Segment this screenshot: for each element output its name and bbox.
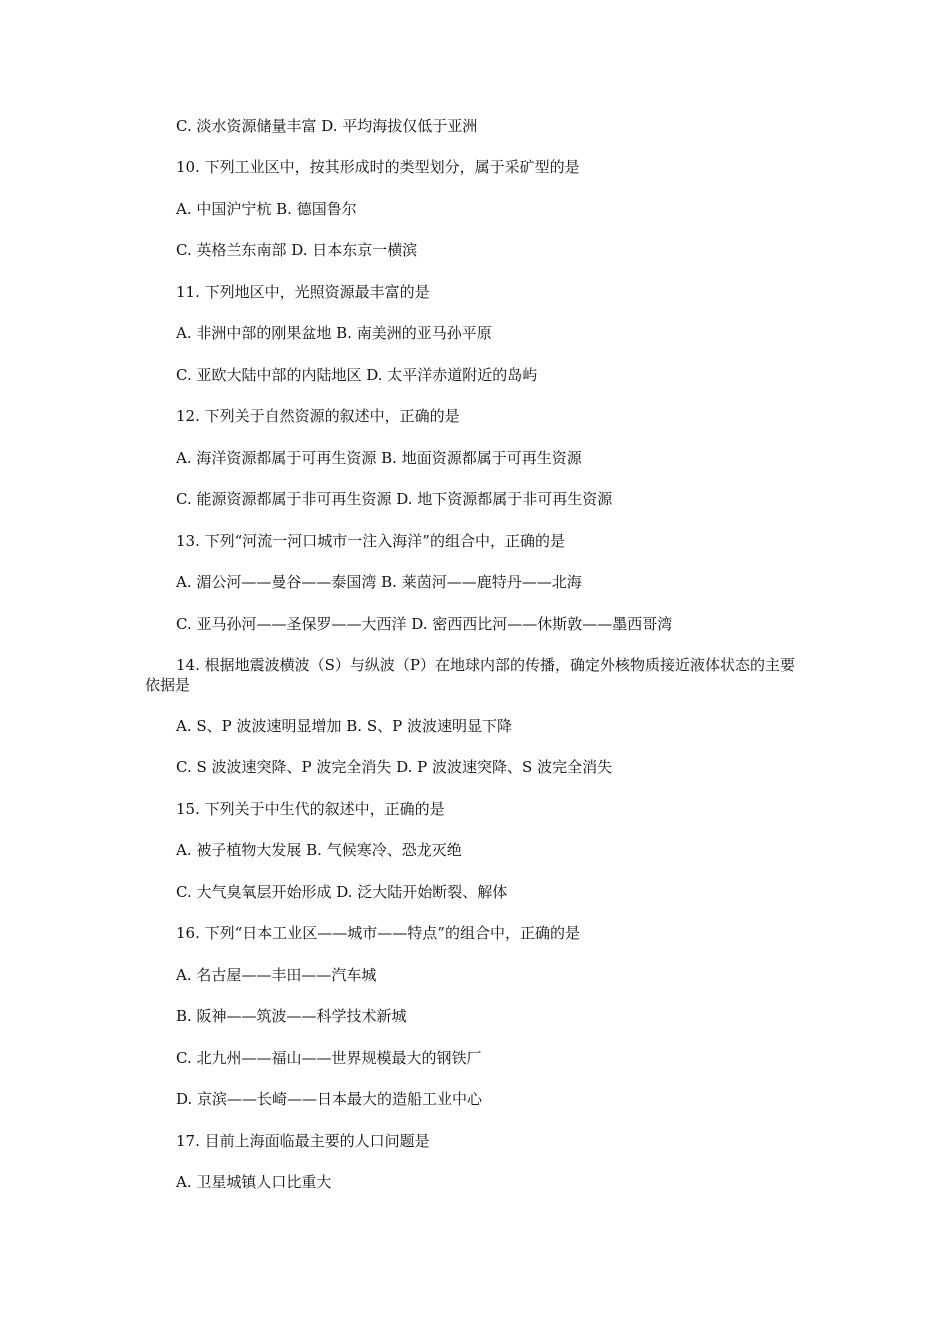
text-line: C. S 波波速突降、P 波完全消失 D. P 波波速突降、S 波完全消失: [176, 758, 613, 776]
text-line: A. 中国沪宁杭 B. 德国鲁尔: [176, 200, 357, 218]
text-line: A. 海洋资源都属于可再生资源 B. 地面资源都属于可再生资源: [176, 449, 582, 467]
question-13: 13. 下列“河流一河口城市一注入海洋”的组合中，正确的是: [176, 532, 565, 550]
text-line: C. 亚欧大陆中部的内陆地区 D. 太平洋赤道附近的岛屿: [176, 366, 538, 384]
question-12: 12. 下列关于自然资源的叙述中，正确的是: [176, 407, 460, 425]
text-line: C. 亚马孙河——圣保罗——大西洋 D. 密西西比河——休斯敦——墨西哥湾: [176, 615, 673, 633]
question-14: 14. 根据地震波横波（S）与纵波（P）在地球内部的传播，确定外核物质接近液体状态的主要依据是: [145, 656, 795, 694]
text-line: C. 北九州——福山——世界规模最大的钢铁厂: [176, 1049, 482, 1067]
text-line: A. 湄公河——曼谷——泰国湾 B. 莱茵河——鹿特丹——北海: [176, 573, 582, 591]
text-line: D. 京滨——长崎——日本最大的造船工业中心: [176, 1090, 483, 1108]
text-line: C. 英格兰东南部 D. 日本东京一横滨: [176, 241, 418, 259]
question-16: 16. 下列“日本工业区——城市——特点”的组合中，正确的是: [176, 924, 580, 942]
question-11: 11. 下列地区中，光照资源最丰富的是: [176, 283, 430, 301]
text-line: A. S、P 波波速明显增加 B. S、P 波波速明显下降: [176, 717, 512, 735]
text-line: A. 非洲中部的刚果盆地 B. 南美洲的亚马孙平原: [176, 324, 492, 342]
text-line: B. 阪神——筑波——科学技术新城: [176, 1007, 407, 1025]
text-line: A. 卫星城镇人口比重大: [176, 1173, 332, 1191]
text-line: C. 大气臭氧层开始形成 D. 泛大陆开始断裂、解体: [176, 883, 508, 901]
text-line: C. 淡水资源储量丰富 D. 平均海拔仅低于亚洲: [176, 117, 478, 135]
text-line: A. 名古屋——丰田——汽车城: [176, 966, 377, 984]
text-line: C. 能源资源都属于非可再生资源 D. 地下资源都属于非可再生资源: [176, 490, 613, 508]
question-15: 15. 下列关于中生代的叙述中，正确的是: [176, 800, 445, 818]
question-17: 17. 目前上海面临最主要的人口问题是: [176, 1132, 430, 1150]
question-10: 10. 下列工业区中，按其形成时的类型划分，属于采矿型的是: [176, 158, 580, 176]
text-line: A. 被子植物大发展 B. 气候寒冷、恐龙灭绝: [176, 841, 462, 859]
